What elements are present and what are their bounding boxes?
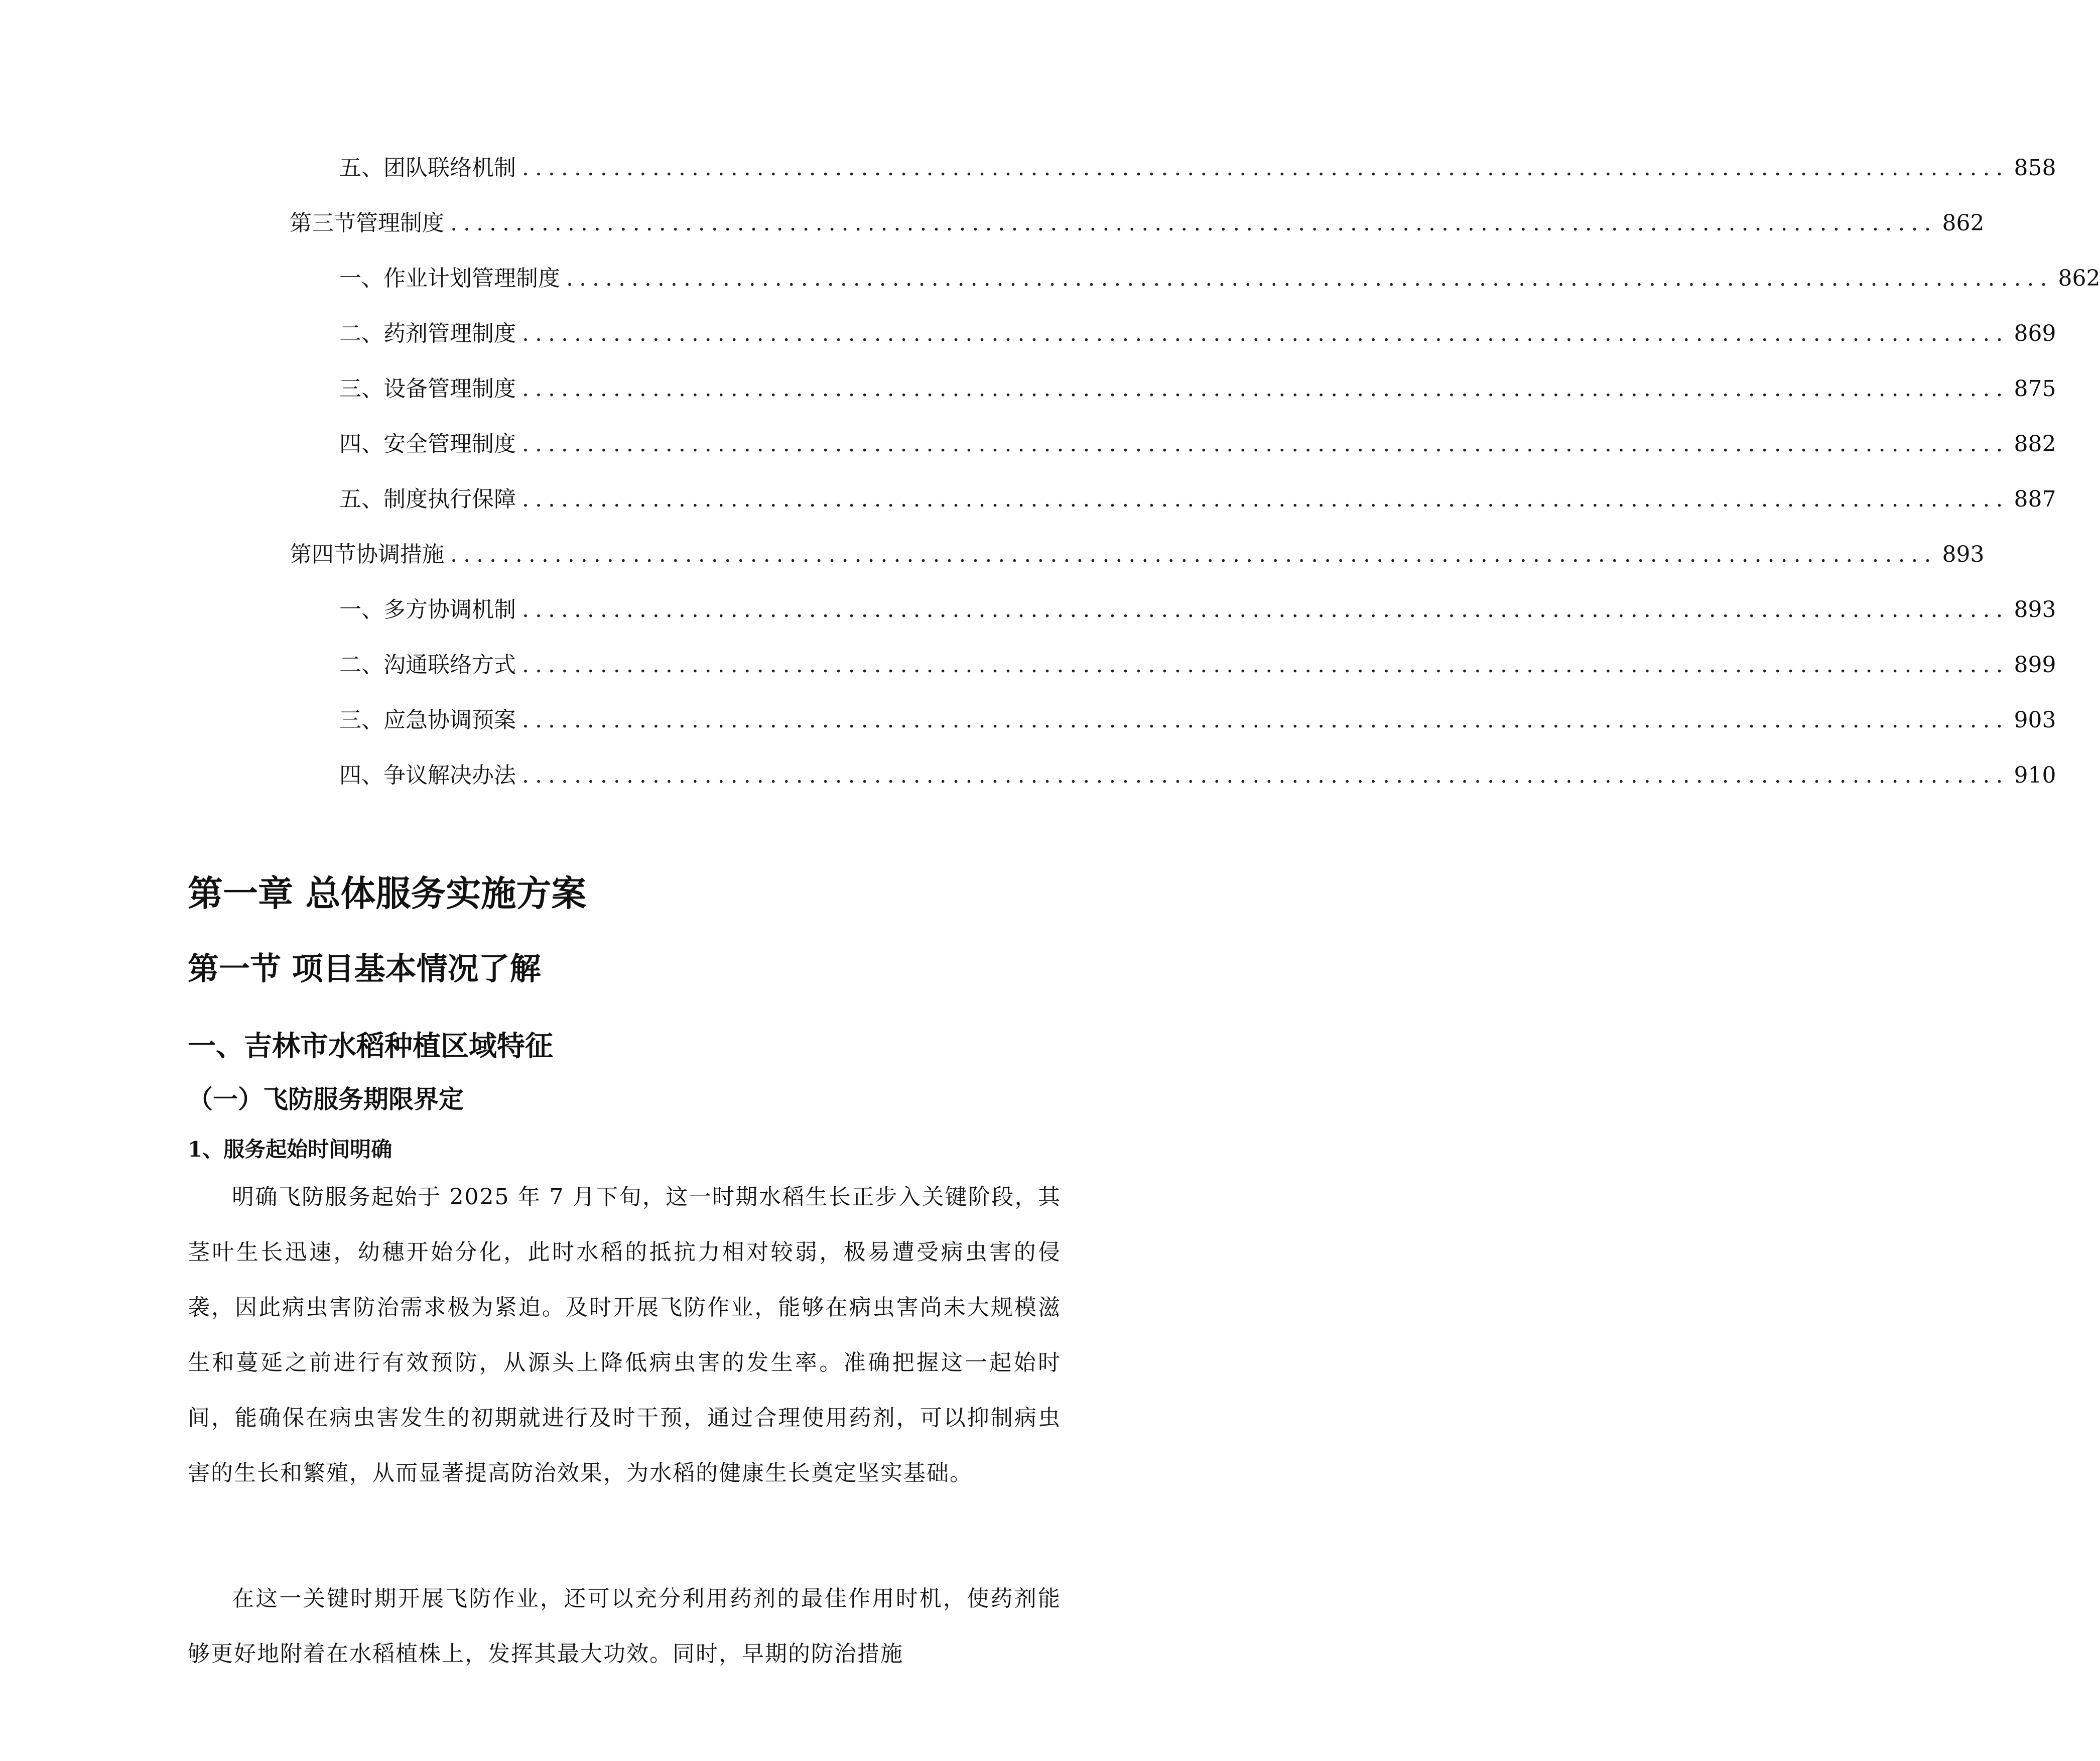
toc-entry-label: 争议解决办法 [383, 763, 516, 788]
toc-entry-label: 安全管理制度 [383, 431, 516, 457]
item-title: 1、服务起始时间明确 [188, 1137, 392, 1162]
toc-entry-page: 869 [2014, 321, 2056, 346]
toc-leader-dots: .................................................................................................................. [450, 542, 1937, 567]
toc-leader-dots: .................................................................................................................. [522, 376, 2009, 402]
toc-entry-label: 作业计划管理制度 [383, 266, 560, 291]
toc-entry-label: 药剂管理制度 [383, 321, 516, 346]
toc-entry-label: 沟通联络方式 [383, 652, 516, 678]
toc-entry-label: 应急协调预案 [383, 707, 516, 733]
toc-entry-page: 862 [2058, 266, 2100, 291]
toc-entry-number: 四、 [339, 431, 383, 457]
toc-entry[interactable] [339, 424, 2056, 464]
toc-entry-page: 910 [2014, 763, 2056, 788]
toc-entry[interactable] [339, 479, 2056, 520]
section-title: 第一节 项目基本情况了解 [188, 950, 541, 987]
toc-entry-number: 三、 [339, 376, 383, 402]
toc-entry-page: 899 [2014, 652, 2056, 678]
toc-entry[interactable] [339, 314, 2056, 354]
toc-entry-number: 一、 [339, 597, 383, 622]
toc-leader-dots: .................................................................................................................. [522, 763, 2009, 788]
toc-entry-label: 设备管理制度 [383, 376, 516, 402]
body-paragraph: 在这一关键时期开展飞防作业，还可以充分利用药剂的最佳作用时机，使药剂能够更好地附着在水稻植株上，发挥其最大功效。同时，早期的防治措施 [188, 1586, 1061, 1667]
subsection-title: 一、吉林市水稻种植区域特征 [188, 1030, 553, 1063]
toc-entry-number: 一、 [339, 266, 383, 291]
toc-entry[interactable] [339, 700, 2056, 740]
toc-entry[interactable] [290, 535, 1985, 575]
toc-leader-dots: .................................................................................................................. [450, 210, 1937, 236]
toc-entry[interactable] [339, 756, 2056, 796]
toc-leader-dots: .................................................................................................................. [522, 652, 2009, 678]
toc-entry-page: 882 [2014, 431, 2056, 457]
toc-entry-number: 三、 [339, 707, 383, 733]
toc-entry-number: 第四节 [290, 542, 356, 567]
toc-entry[interactable] [339, 369, 2056, 409]
toc-leader-dots: .................................................................................................................. [522, 486, 2009, 512]
toc-entry-number: 五、 [339, 155, 383, 181]
body-paragraph: 明确飞防服务起始于 2025 年 7 月下旬，这一时期水稻生长正步入关键阶段，其茎叶生长迅速，幼穗开始分化，此时水稻的抵抗力相对较弱，极易遭受病虫害的侵袭，因此病虫害防治需求极为紧迫。及时开展飞防作业，能够在病虫害尚未大规模滋生和蔓延之前进行有效预防，从源头上降低病虫害的发生率。准确把握这一起始时间，能确保在病虫害发生的初期就进行及时干预，通过合理使用药剂，可以抑制病虫害的生长和繁殖，从而显著提高防治效果，为水稻的健康生长奠定坚实基础。 [188, 1184, 1061, 1486]
toc-entry-page: 893 [1942, 542, 1985, 567]
toc-entry[interactable] [290, 203, 1985, 243]
toc-entry-page: 887 [2014, 486, 2056, 512]
toc-entry-label: 管理制度 [356, 210, 444, 236]
toc-entry-number: 第三节 [290, 210, 356, 236]
toc-entry-number: 二、 [339, 321, 383, 346]
toc-entry-number: 四、 [339, 763, 383, 788]
toc-leader-dots: .................................................................................................................. [566, 266, 2053, 291]
toc-entry-label: 制度执行保障 [383, 486, 516, 512]
toc-entry[interactable] [339, 645, 2056, 685]
toc-entry-label: 协调措施 [356, 542, 444, 567]
toc-leader-dots: .................................................................................................................. [522, 431, 2009, 457]
toc-entry-page: 862 [1942, 210, 1985, 236]
toc-entry-page: 875 [2014, 376, 2056, 402]
toc-entry[interactable] [339, 590, 2056, 630]
toc-leader-dots: .................................................................................................................. [522, 155, 2009, 181]
sub-subsection-title: （一）飞防服务期限界定 [188, 1084, 464, 1114]
toc-leader-dots: .................................................................................................................. [522, 321, 2009, 346]
toc-entry[interactable] [339, 259, 2100, 299]
toc-entry-number: 二、 [339, 652, 383, 678]
toc-entry-number: 五、 [339, 486, 383, 512]
toc-leader-dots: .................................................................................................................. [522, 597, 2009, 622]
toc-entry-label: 多方协调机制 [383, 597, 516, 622]
toc-entry-page: 858 [2014, 155, 2056, 181]
toc-entry[interactable] [339, 148, 2056, 188]
toc-leader-dots: .................................................................................................................. [522, 707, 2009, 733]
toc-entry-page: 903 [2014, 707, 2056, 733]
chapter-title: 第一章 总体服务实施方案 [188, 873, 587, 914]
toc-entry-page: 893 [2014, 597, 2056, 622]
toc-entry-label: 团队联络机制 [383, 155, 516, 181]
